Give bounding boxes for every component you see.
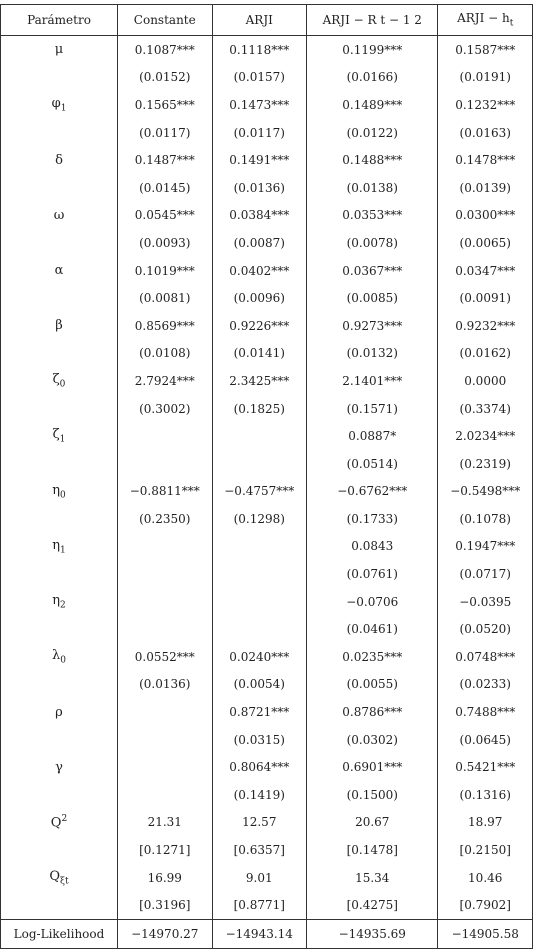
table-row-stderr <box>1 284 533 312</box>
stderr-cell: (0.0117) <box>118 119 213 147</box>
table-row-stderr <box>1 671 533 699</box>
estimate-cell: 0.0353*** <box>307 202 438 230</box>
estimate-cell: 9.01 <box>212 864 307 892</box>
estimate-cell <box>118 753 213 781</box>
table-row <box>1 367 533 395</box>
stderr-cell: (0.1500) <box>307 781 438 809</box>
header-row <box>1 5 533 36</box>
estimate-cell: −0.4757*** <box>212 478 307 506</box>
stderr-cell: (0.0054) <box>212 671 307 699</box>
table-row-stderr <box>1 174 533 202</box>
loglikelihood-value: −14970.27 <box>118 920 213 949</box>
table-row-stderr <box>1 836 533 864</box>
stderr-cell: [0.8771] <box>212 891 307 919</box>
stderr-cell <box>118 781 213 809</box>
header-arji-h-label: ARJI − h <box>457 11 510 26</box>
parameter-name: ζ <box>52 427 60 443</box>
stderr-cell: (0.1298) <box>212 505 307 533</box>
stderr-cell: (0.0157) <box>212 64 307 92</box>
parameter-symbol <box>1 809 118 837</box>
stderr-cell: (0.1571) <box>307 395 438 423</box>
parameter-name: α <box>54 263 64 279</box>
estimate-cell: 0.9273*** <box>307 312 438 340</box>
stderr-cell: (0.2319) <box>438 450 533 478</box>
stderr-cell: (0.0055) <box>307 671 438 699</box>
estimate-cell: −0.6762*** <box>307 478 438 506</box>
parameter-name: Q <box>50 815 62 831</box>
parameter-subscript: 0 <box>59 379 66 390</box>
parameter-symbol <box>1 478 118 506</box>
stderr-cell: (0.0717) <box>438 560 533 588</box>
parameter-subscript: ξt <box>60 876 69 887</box>
estimate-cell: 16.99 <box>118 864 213 892</box>
table-row <box>1 257 533 285</box>
stderr-cell: (0.0087) <box>212 229 307 257</box>
parameter-blank <box>1 284 118 312</box>
stderr-cell: (0.0162) <box>438 340 533 368</box>
table-row-stderr <box>1 726 533 754</box>
estimate-cell: 0.0300*** <box>438 202 533 230</box>
stderr-cell: (0.0233) <box>438 671 533 699</box>
header-arji-r2: ARJI − R t − 1 2 <box>307 5 438 36</box>
estimate-cell: 15.34 <box>307 864 438 892</box>
loglikelihood-value: −14943.14 <box>212 920 307 949</box>
parameter-blank <box>1 836 118 864</box>
stderr-cell: (0.0078) <box>307 229 438 257</box>
estimate-cell: 0.0384*** <box>212 202 307 230</box>
parameter-subscript: 1 <box>60 545 66 556</box>
stderr-cell: (0.3002) <box>118 395 213 423</box>
estimate-cell: 0.1232*** <box>438 91 533 119</box>
estimate-cell: 0.0748*** <box>438 643 533 671</box>
stderr-cell: (0.0065) <box>438 229 533 257</box>
stderr-cell: (0.0091) <box>438 284 533 312</box>
estimate-cell: −0.0706 <box>307 588 438 616</box>
stderr-cell: (0.0136) <box>212 174 307 202</box>
parameter-name: μ <box>54 42 64 58</box>
parameter-symbol <box>1 36 118 64</box>
stderr-cell: (0.1316) <box>438 781 533 809</box>
table-row-stderr <box>1 229 533 257</box>
table-row-stderr <box>1 891 533 919</box>
parameter-name: λ <box>52 648 61 664</box>
parameter-symbol <box>1 533 118 561</box>
parameter-name: η <box>52 482 61 498</box>
header-constante: Constante <box>118 5 213 36</box>
stderr-cell: [0.4275] <box>307 891 438 919</box>
table-row <box>1 698 533 726</box>
parameter-blank <box>1 560 118 588</box>
table-body <box>1 36 533 949</box>
stderr-cell: (0.0122) <box>307 119 438 147</box>
parameter-blank <box>1 891 118 919</box>
estimate-cell: 0.1087*** <box>118 36 213 64</box>
stderr-cell <box>118 726 213 754</box>
stderr-cell: (0.0166) <box>307 64 438 92</box>
parameter-superscript: 2 <box>61 814 68 825</box>
parameter-blank <box>1 671 118 699</box>
estimate-cell <box>212 533 307 561</box>
estimate-cell: 0.6901*** <box>307 753 438 781</box>
parameter-name: γ <box>55 759 63 775</box>
table-row-stderr <box>1 119 533 147</box>
table-row <box>1 202 533 230</box>
stderr-cell: (0.1825) <box>212 395 307 423</box>
parameter-blank <box>1 781 118 809</box>
table-row <box>1 643 533 671</box>
parameter-name: η <box>52 537 61 553</box>
estimate-cell: 0.0545*** <box>118 202 213 230</box>
estimate-cell: 0.0552*** <box>118 643 213 671</box>
stderr-cell: (0.3374) <box>438 395 533 423</box>
stderr-cell: [0.7902] <box>438 891 533 919</box>
estimate-cell: 0.1489*** <box>307 91 438 119</box>
parameter-symbol <box>1 257 118 285</box>
header-arji-h-sub: t <box>509 18 514 29</box>
stderr-cell: (0.0645) <box>438 726 533 754</box>
stderr-cell: [0.2150] <box>438 836 533 864</box>
table-row <box>1 809 533 837</box>
parameter-name: ω <box>53 207 65 223</box>
estimate-cell: 2.1401*** <box>307 367 438 395</box>
parameter-blank <box>1 505 118 533</box>
parameter-blank <box>1 119 118 147</box>
estimate-cell <box>212 588 307 616</box>
parameter-name: δ <box>55 152 63 168</box>
stderr-cell <box>212 560 307 588</box>
estimate-cell: 0.0887* <box>307 422 438 450</box>
loglikelihood-label: Log-Likelihood <box>1 920 118 949</box>
table-row <box>1 91 533 119</box>
stderr-cell: [0.3196] <box>118 891 213 919</box>
parameter-symbol <box>1 753 118 781</box>
estimate-cell: 2.3425*** <box>212 367 307 395</box>
stderr-cell: (0.0108) <box>118 340 213 368</box>
table-row <box>1 533 533 561</box>
stderr-cell: (0.0141) <box>212 340 307 368</box>
estimate-cell: 0.1487*** <box>118 146 213 174</box>
stderr-cell: (0.1733) <box>307 505 438 533</box>
parameter-subscript: 0 <box>60 490 66 501</box>
header-arji-h <box>438 5 533 36</box>
stderr-cell: [0.6357] <box>212 836 307 864</box>
parameter-subscript: 0 <box>60 655 66 666</box>
table-row-stderr <box>1 450 533 478</box>
table-row-stderr <box>1 64 533 92</box>
estimate-cell: 0.9232*** <box>438 312 533 340</box>
estimate-cell: 0.8721*** <box>212 698 307 726</box>
parameter-name: φ <box>51 96 61 112</box>
estimate-cell: 0.8064*** <box>212 753 307 781</box>
parameter-symbol <box>1 698 118 726</box>
estimate-cell: 0.1118*** <box>212 36 307 64</box>
stderr-cell: [0.1478] <box>307 836 438 864</box>
estimate-cell: 0.1019*** <box>118 257 213 285</box>
parameter-blank <box>1 229 118 257</box>
stderr-cell: (0.0132) <box>307 340 438 368</box>
parameter-symbol <box>1 864 118 892</box>
stderr-cell: (0.1419) <box>212 781 307 809</box>
stderr-cell: (0.2350) <box>118 505 213 533</box>
parameter-blank <box>1 174 118 202</box>
parameter-subscript: 2 <box>60 600 66 611</box>
stderr-cell: (0.0117) <box>212 119 307 147</box>
parameter-subscript: 1 <box>60 103 67 114</box>
parameter-blank <box>1 340 118 368</box>
parameter-symbol <box>1 91 118 119</box>
estimate-cell: 0.8569*** <box>118 312 213 340</box>
stderr-cell: (0.0163) <box>438 119 533 147</box>
estimate-cell: 2.0234*** <box>438 422 533 450</box>
table-row <box>1 588 533 616</box>
estimate-cell: 0.1473*** <box>212 91 307 119</box>
table-row <box>1 146 533 174</box>
stderr-cell: (0.0761) <box>307 560 438 588</box>
parameter-name: Q <box>49 868 61 884</box>
stderr-cell: (0.0139) <box>438 174 533 202</box>
estimate-cell: 0.1199*** <box>307 36 438 64</box>
estimate-cell: 0.0402*** <box>212 257 307 285</box>
estimate-cell: −0.0395 <box>438 588 533 616</box>
loglikelihood-value: −14935.69 <box>307 920 438 949</box>
parameter-blank <box>1 615 118 643</box>
stderr-cell: (0.0145) <box>118 174 213 202</box>
stderr-cell: (0.0081) <box>118 284 213 312</box>
estimate-cell: 0.1491*** <box>212 146 307 174</box>
estimate-cell: −0.5498*** <box>438 478 533 506</box>
estimate-cell: 0.1947*** <box>438 533 533 561</box>
estimate-cell: 0.5421*** <box>438 753 533 781</box>
estimate-cell: 0.0000 <box>438 367 533 395</box>
estimate-cell <box>118 588 213 616</box>
table-row-stderr <box>1 615 533 643</box>
estimate-cell <box>118 698 213 726</box>
parameter-blank <box>1 450 118 478</box>
estimate-cell: 0.1488*** <box>307 146 438 174</box>
estimate-cell <box>118 533 213 561</box>
stderr-cell <box>118 560 213 588</box>
stderr-cell: (0.0315) <box>212 726 307 754</box>
parameter-name: ρ <box>55 704 63 720</box>
stderr-cell: (0.0096) <box>212 284 307 312</box>
parameter-symbol <box>1 643 118 671</box>
results-table-container <box>0 4 533 949</box>
parameter-blank <box>1 64 118 92</box>
stderr-cell <box>118 450 213 478</box>
stderr-cell: (0.1078) <box>438 505 533 533</box>
stderr-cell: (0.0191) <box>438 64 533 92</box>
table-row <box>1 422 533 450</box>
parameter-symbol <box>1 367 118 395</box>
loglikelihood-value: −14905.58 <box>438 920 533 949</box>
stderr-cell: (0.0093) <box>118 229 213 257</box>
parameter-symbol <box>1 422 118 450</box>
header-arji: ARJI <box>212 5 307 36</box>
estimate-cell: 2.7924*** <box>118 367 213 395</box>
estimate-cell: 12.57 <box>212 809 307 837</box>
parameter-name: η <box>52 592 61 608</box>
stderr-cell: (0.0085) <box>307 284 438 312</box>
table-row-stderr <box>1 505 533 533</box>
estimate-cell: 0.9226*** <box>212 312 307 340</box>
stderr-cell: (0.0138) <box>307 174 438 202</box>
stderr-cell: (0.0461) <box>307 615 438 643</box>
estimate-cell: 0.0235*** <box>307 643 438 671</box>
loglikelihood-row <box>1 920 533 949</box>
estimate-cell: 0.1478*** <box>438 146 533 174</box>
estimate-cell: 0.1587*** <box>438 36 533 64</box>
estimate-cell: −0.8811*** <box>118 478 213 506</box>
parameter-symbol <box>1 588 118 616</box>
table-row <box>1 478 533 506</box>
table-row <box>1 753 533 781</box>
stderr-cell: (0.0302) <box>307 726 438 754</box>
estimate-cell: 0.1565*** <box>118 91 213 119</box>
estimate-cell: 20.67 <box>307 809 438 837</box>
results-table <box>0 4 533 949</box>
stderr-cell: (0.0136) <box>118 671 213 699</box>
table-row-stderr <box>1 395 533 423</box>
estimate-cell: 0.7488*** <box>438 698 533 726</box>
parameter-blank <box>1 395 118 423</box>
stderr-cell <box>212 615 307 643</box>
table-row-stderr <box>1 560 533 588</box>
estimate-cell: 0.0240*** <box>212 643 307 671</box>
estimate-cell: 0.0347*** <box>438 257 533 285</box>
parameter-symbol <box>1 312 118 340</box>
parameter-blank <box>1 726 118 754</box>
parameter-subscript: 1 <box>59 434 66 445</box>
estimate-cell: 0.0367*** <box>307 257 438 285</box>
stderr-cell <box>118 615 213 643</box>
parameter-name: ζ <box>52 372 60 388</box>
estimate-cell <box>212 422 307 450</box>
estimate-cell: 21.31 <box>118 809 213 837</box>
table-row-stderr <box>1 781 533 809</box>
parameter-symbol <box>1 146 118 174</box>
table-row <box>1 864 533 892</box>
estimate-cell: 0.8786*** <box>307 698 438 726</box>
estimate-cell: 10.46 <box>438 864 533 892</box>
estimate-cell <box>118 422 213 450</box>
stderr-cell <box>212 450 307 478</box>
stderr-cell: (0.0514) <box>307 450 438 478</box>
stderr-cell: (0.0520) <box>438 615 533 643</box>
estimate-cell: 18.97 <box>438 809 533 837</box>
table-row <box>1 36 533 64</box>
stderr-cell: [0.1271] <box>118 836 213 864</box>
header-parameter: Parámetro <box>1 5 118 36</box>
table-row-stderr <box>1 340 533 368</box>
stderr-cell: (0.0152) <box>118 64 213 92</box>
parameter-name: β <box>55 318 63 334</box>
parameter-symbol <box>1 202 118 230</box>
table-row <box>1 312 533 340</box>
estimate-cell: 0.0843 <box>307 533 438 561</box>
